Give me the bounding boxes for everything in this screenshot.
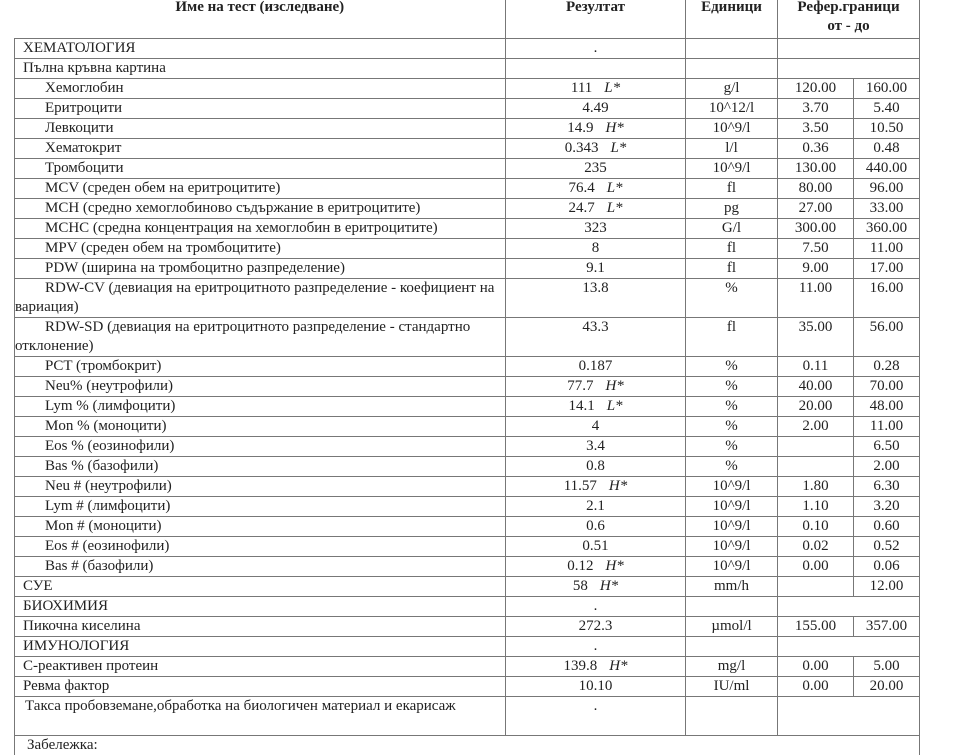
table-row [15, 517, 920, 537]
reference-to: 16.00 [854, 279, 920, 318]
reference-from: 1.10 [778, 497, 854, 517]
test-name: Ревма фактор [15, 677, 506, 697]
units: 10^9/l [686, 537, 778, 557]
result-value: 8 [592, 240, 600, 256]
result-value: 4 [592, 418, 600, 434]
table-row [15, 697, 920, 736]
test-name: PDW (ширина на тромбоцитно разпределение) [15, 259, 506, 279]
reference-from: 11.00 [778, 279, 854, 318]
result-flag: L* [607, 180, 623, 196]
units: % [686, 457, 778, 477]
result-cell [506, 597, 686, 617]
table-row [15, 59, 920, 79]
test-name: Eos # (еозинофили) [15, 537, 506, 557]
reference-from [778, 437, 854, 457]
table-row [15, 79, 920, 99]
units: fl [686, 179, 778, 199]
reference-to: 5.40 [854, 99, 920, 119]
result-cell [506, 577, 686, 597]
result-cell [506, 239, 686, 259]
units [686, 597, 778, 617]
test-name: Пикочна киселина [15, 617, 506, 637]
table-row [15, 219, 920, 239]
table-row [15, 377, 920, 397]
units: 10^9/l [686, 119, 778, 139]
result-flag: H* [605, 558, 623, 574]
units: mg/l [686, 657, 778, 677]
result-cell [506, 457, 686, 477]
reference-from: 120.00 [778, 79, 854, 99]
units: % [686, 397, 778, 417]
table-row [15, 279, 920, 318]
reference-from: 80.00 [778, 179, 854, 199]
result-value: 0.8 [586, 458, 605, 474]
section-row [15, 637, 920, 657]
result-value: 14.1 [568, 398, 594, 414]
test-name: Такса пробовземане,обработка на биологичен материал и екарисаж [15, 697, 506, 736]
reference-to: 0.52 [854, 537, 920, 557]
result-value: 0.12 [567, 558, 593, 574]
result-value: 272.3 [579, 618, 613, 634]
reference-to: 56.00 [854, 318, 920, 357]
units: 10^9/l [686, 477, 778, 497]
reference-to: 0.48 [854, 139, 920, 159]
result-value: 0.6 [586, 518, 605, 534]
reference-from: 3.50 [778, 119, 854, 139]
test-name: БИОХИМИЯ [15, 597, 506, 617]
reference-from: 1.80 [778, 477, 854, 497]
result-cell [506, 199, 686, 219]
reference-from: 130.00 [778, 159, 854, 179]
reference-from: 3.70 [778, 99, 854, 119]
table-row [15, 537, 920, 557]
reference-from: 27.00 [778, 199, 854, 219]
units: l/l [686, 139, 778, 159]
result-cell [506, 497, 686, 517]
reference-from: 0.00 [778, 557, 854, 577]
reference-from: 0.11 [778, 357, 854, 377]
units: pg [686, 199, 778, 219]
table-row [15, 99, 920, 119]
result-value: . [594, 698, 598, 714]
result-flag: L* [610, 140, 626, 156]
units: % [686, 437, 778, 457]
result-value: . [594, 598, 598, 614]
section-row [15, 39, 920, 59]
reference-range [778, 59, 920, 79]
test-name: Eos % (еозинофили) [15, 437, 506, 457]
result-cell [506, 437, 686, 457]
reference-from: 0.00 [778, 677, 854, 697]
table-row [15, 557, 920, 577]
result-value: 24.7 [568, 200, 594, 216]
result-value: 13.8 [582, 280, 608, 296]
result-flag: H* [605, 378, 623, 394]
result-cell [506, 219, 686, 239]
reference-from: 155.00 [778, 617, 854, 637]
reference-to: 10.50 [854, 119, 920, 139]
units: % [686, 357, 778, 377]
reference-to: 0.28 [854, 357, 920, 377]
reference-to: 3.20 [854, 497, 920, 517]
result-value: 4.49 [582, 100, 608, 116]
table-row [15, 318, 920, 357]
result-cell [506, 79, 686, 99]
result-cell [506, 179, 686, 199]
test-name: Neu% (неутрофили) [15, 377, 506, 397]
reference-to: 0.06 [854, 557, 920, 577]
reference-from [778, 457, 854, 477]
header-reference-title: Рефер.граници [778, 0, 919, 17]
result-cell [506, 477, 686, 497]
reference-to: 96.00 [854, 179, 920, 199]
reference-to: 12.00 [854, 577, 920, 597]
units: 10^9/l [686, 557, 778, 577]
test-name: ХЕМАТОЛОГИЯ [15, 39, 506, 59]
table-row [15, 119, 920, 139]
result-cell [506, 537, 686, 557]
test-name: Тромбоцити [15, 159, 506, 179]
units [686, 697, 778, 736]
test-name: Bas % (базофили) [15, 457, 506, 477]
test-name: Mon % (моноцити) [15, 417, 506, 437]
reference-from: 20.00 [778, 397, 854, 417]
reference-range [778, 637, 920, 657]
result-cell [506, 677, 686, 697]
result-cell [506, 517, 686, 537]
reference-to: 5.00 [854, 657, 920, 677]
reference-from: 7.50 [778, 239, 854, 259]
table-row [15, 497, 920, 517]
result-cell [506, 377, 686, 397]
note-label: Забележка: [15, 736, 920, 755]
test-name: Левкоцити [15, 119, 506, 139]
reference-from: 9.00 [778, 259, 854, 279]
reference-to: 360.00 [854, 219, 920, 239]
test-name: MPV (среден обем на тромбоцитите) [15, 239, 506, 259]
reference-to: 0.60 [854, 517, 920, 537]
test-name: Bas # (базофили) [15, 557, 506, 577]
reference-to: 440.00 [854, 159, 920, 179]
reference-from: 0.02 [778, 537, 854, 557]
reference-from: 0.00 [778, 657, 854, 677]
units [686, 637, 778, 657]
units: % [686, 377, 778, 397]
test-name: Хемоглобин [15, 79, 506, 99]
result-cell [506, 119, 686, 139]
section-row [15, 597, 920, 617]
reference-from: 35.00 [778, 318, 854, 357]
reference-range [778, 39, 920, 59]
result-flag: H* [609, 658, 627, 674]
result-cell [506, 657, 686, 677]
result-value: 139.8 [563, 658, 597, 674]
result-cell [506, 259, 686, 279]
table-row [15, 239, 920, 259]
result-cell [506, 637, 686, 657]
units [686, 39, 778, 59]
test-name: Еритроцити [15, 99, 506, 119]
result-cell [506, 139, 686, 159]
table-row [15, 437, 920, 457]
test-name: Пълна кръвна картина [15, 59, 506, 79]
reference-to: 2.00 [854, 457, 920, 477]
table-row [15, 677, 920, 697]
units: fl [686, 239, 778, 259]
result-value: 9.1 [586, 260, 605, 276]
result-cell [506, 318, 686, 357]
result-value: 43.3 [582, 319, 608, 335]
reference-to: 70.00 [854, 377, 920, 397]
test-name: Lym % (лимфоцити) [15, 397, 506, 417]
units: 10^12/l [686, 99, 778, 119]
result-cell [506, 59, 686, 79]
test-name: С-реактивен протеин [15, 657, 506, 677]
header-result: Резултат [506, 0, 686, 39]
result-value: 111 [571, 80, 592, 96]
table-row [15, 477, 920, 497]
units: 10^9/l [686, 497, 778, 517]
result-cell [506, 159, 686, 179]
result-value: 11.57 [564, 478, 597, 494]
units [686, 59, 778, 79]
units: µmol/l [686, 617, 778, 637]
result-value: 77.7 [567, 378, 593, 394]
result-flag: L* [604, 80, 620, 96]
result-value: 58 [573, 578, 588, 594]
reference-to: 6.50 [854, 437, 920, 457]
reference-from: 40.00 [778, 377, 854, 397]
reference-to: 17.00 [854, 259, 920, 279]
header-units: Единици [686, 0, 778, 39]
result-value: 0.187 [579, 358, 613, 374]
table-row [15, 199, 920, 219]
table-row [15, 139, 920, 159]
result-value: 0.51 [582, 538, 608, 554]
reference-from: 0.10 [778, 517, 854, 537]
result-cell [506, 99, 686, 119]
table-row [15, 179, 920, 199]
test-name: RDW-SD (девиация на еритроцитното разпределение - стандартно отклонение) [15, 318, 506, 357]
units: fl [686, 318, 778, 357]
result-value: 3.4 [586, 438, 605, 454]
table-row [15, 397, 920, 417]
table-row [15, 357, 920, 377]
test-name: Lym # (лимфоцити) [15, 497, 506, 517]
reference-from [778, 577, 854, 597]
result-value: . [594, 40, 598, 56]
lab-results-table [14, 0, 920, 755]
table-row [15, 259, 920, 279]
test-name: MCHC (средна концентрация на хемоглобин в еритроцитите) [15, 219, 506, 239]
table-row [15, 617, 920, 637]
table-row [15, 457, 920, 477]
result-value: 14.9 [567, 120, 593, 136]
units: fl [686, 259, 778, 279]
test-name: Neu # (неутрофили) [15, 477, 506, 497]
table-row [15, 577, 920, 597]
table-header [15, 0, 920, 39]
result-cell [506, 39, 686, 59]
reference-to: 48.00 [854, 397, 920, 417]
result-flag: H* [605, 120, 623, 136]
result-flag: L* [607, 200, 623, 216]
test-name: RDW-CV (девиация на еритроцитното разпределение - коефициент на вариация) [15, 279, 506, 318]
reference-to: 160.00 [854, 79, 920, 99]
result-value: 235 [584, 160, 607, 176]
units: % [686, 417, 778, 437]
result-cell [506, 557, 686, 577]
result-flag: H* [609, 478, 627, 494]
table-row [15, 417, 920, 437]
test-name: Mon # (моноцити) [15, 517, 506, 537]
table-row [15, 657, 920, 677]
units: % [686, 279, 778, 318]
reference-to: 20.00 [854, 677, 920, 697]
table-row [15, 159, 920, 179]
result-flag: H* [600, 578, 618, 594]
reference-to: 11.00 [854, 239, 920, 259]
reference-range [778, 697, 920, 736]
note-row [15, 736, 920, 755]
result-cell [506, 279, 686, 318]
test-name: PCT (тромбокрит) [15, 357, 506, 377]
test-name: MCV (среден обем на еритроцитите) [15, 179, 506, 199]
result-cell [506, 697, 686, 736]
result-value: 0.343 [565, 140, 599, 156]
units: mm/h [686, 577, 778, 597]
units: 10^9/l [686, 517, 778, 537]
result-value: . [594, 638, 598, 654]
reference-to: 6.30 [854, 477, 920, 497]
result-cell [506, 357, 686, 377]
result-cell [506, 617, 686, 637]
result-cell [506, 417, 686, 437]
test-name: MCH (средно хемоглобиново съдържание в еритроцитите) [15, 199, 506, 219]
test-name: СУЕ [15, 577, 506, 597]
reference-from: 0.36 [778, 139, 854, 159]
result-value: 323 [584, 220, 607, 236]
result-value: 2.1 [586, 498, 605, 514]
units: g/l [686, 79, 778, 99]
result-value: 76.4 [568, 180, 594, 196]
units: 10^9/l [686, 159, 778, 179]
result-flag: L* [607, 398, 623, 414]
header-reference [778, 0, 920, 39]
units: G/l [686, 219, 778, 239]
result-value: 10.10 [579, 678, 613, 694]
test-name: ИМУНОЛОГИЯ [15, 637, 506, 657]
result-cell [506, 397, 686, 417]
test-name: Хематокрит [15, 139, 506, 159]
reference-from: 2.00 [778, 417, 854, 437]
header-reference-range: от - до [778, 17, 919, 36]
reference-to: 357.00 [854, 617, 920, 637]
reference-from: 300.00 [778, 219, 854, 239]
header-test-name: Име на тест (изследване) [15, 0, 506, 39]
units: IU/ml [686, 677, 778, 697]
reference-range [778, 597, 920, 617]
reference-to: 11.00 [854, 417, 920, 437]
reference-to: 33.00 [854, 199, 920, 219]
